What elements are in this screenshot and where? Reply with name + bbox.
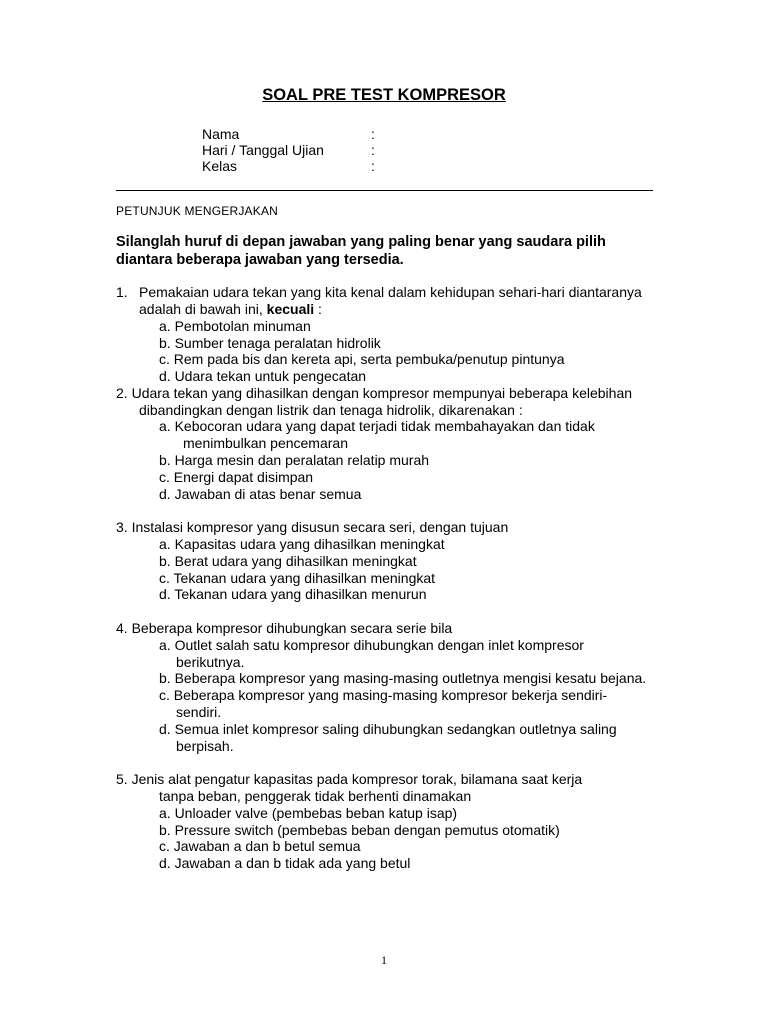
page-title: SOAL PRE TEST KOMPRESOR	[262, 86, 506, 104]
option-item: c. Energi dapat disimpan	[159, 469, 314, 485]
kelas-label: Kelas	[202, 158, 238, 174]
hari-tanggal-label: Hari / Tanggal Ujian	[202, 142, 324, 158]
question-number: 4.	[116, 620, 128, 636]
question-number: 1.	[116, 284, 128, 300]
option-item: c. Rem pada bis dan kereta api, serta pembuka/penutup pintunya	[159, 351, 565, 367]
page-number: 1	[381, 953, 387, 967]
option-continuation: menimbulkan pencemaran	[183, 435, 348, 451]
question-text-line: adalah di bawah ini, kecuali :	[139, 301, 322, 317]
option-item: a. Kebocoran udara yang dapat terjadi tidak membahayakan dan tidak	[159, 418, 595, 434]
question-text-line: 3. Instalasi kompresor yang disusun secara seri, dengan tujuan	[116, 519, 509, 535]
question-text-line: 5. Jenis alat pengatur kapasitas pada kompresor torak, bilamana saat kerja	[116, 771, 583, 787]
option-item: c. Jawaban a dan b betul semua	[159, 838, 361, 854]
question-text-line: dibandingkan dengan listrik dan tenaga hidrolik, dikarenakan :	[139, 402, 523, 418]
option-item: d. Jawaban di atas benar semua	[159, 486, 362, 502]
option-item: a. Outlet salah satu kompresor dihubungkan dengan inlet kompresor	[159, 637, 584, 653]
question-number: 3.	[116, 519, 128, 535]
hari-tanggal-colon: :	[371, 142, 375, 158]
option-item: c. Tekanan udara yang dihasilkan meningkat	[159, 570, 436, 586]
question-text-line: Pemakaian udara tekan yang kita kenal dalam kehidupan sehari-hari diantaranya	[139, 284, 642, 300]
instruction-text: Silanglah huruf di depan jawaban yang paling benar yang saudara pilih diantara beberapa jawaban yang tersedia.	[116, 234, 606, 268]
option-item: a. Unloader valve (pembebas beban katup isap)	[159, 805, 458, 821]
header-divider	[116, 190, 653, 191]
option-item: c. Beberapa kompresor yang masing-masing kompresor bekerja sendiri-	[159, 687, 608, 703]
option-item: a. Kapasitas udara yang dihasilkan meningkat	[159, 536, 445, 552]
option-item: b. Sumber tenaga peralatan hidrolik	[159, 335, 381, 351]
question-text-line: 4. Beberapa kompresor dihubungkan secara serie bila	[116, 620, 453, 636]
option-continuation: berpisah.	[176, 738, 234, 754]
option-item: b. Harga mesin dan peralatan relatip murah	[159, 452, 430, 468]
nama-label: Nama	[202, 126, 240, 142]
petunjuk-heading: PETUNJUK MENGERJAKAN	[116, 204, 279, 218]
option-continuation: sendiri.	[176, 704, 222, 720]
option-item: d. Jawaban a dan b tidak ada yang betul	[159, 855, 411, 871]
option-item: d. Tekanan udara yang dihasilkan menurun	[159, 586, 427, 602]
option-item: d. Semua inlet kompresor saling dihubungkan sedangkan outletnya saling	[159, 721, 617, 737]
question-text-line: 2. Udara tekan yang dihasilkan dengan kompresor mempunyai beberapa kelebihan	[116, 385, 633, 401]
option-item: b. Berat udara yang dihasilkan meningkat	[159, 553, 417, 569]
option-item: a. Pembotolan minuman	[159, 318, 311, 334]
option-item: b. Pressure switch (pembebas beban dengan pemutus otomatik)	[159, 822, 560, 838]
kelas-colon: :	[371, 158, 375, 174]
option-item: d. Udara tekan untuk pengecatan	[159, 368, 367, 384]
question-text-line: tanpa beban, penggerak tidak berhenti dinamakan	[159, 788, 472, 804]
question-number: 2.	[116, 385, 128, 401]
question-number: 5.	[116, 771, 128, 787]
option-item: b. Beberapa kompresor yang masing-masing outletnya mengisi kesatu bejana.	[159, 670, 647, 686]
nama-colon: :	[371, 126, 375, 142]
question-emphasis: kecuali	[266, 301, 315, 317]
option-continuation: berikutnya.	[176, 654, 245, 670]
